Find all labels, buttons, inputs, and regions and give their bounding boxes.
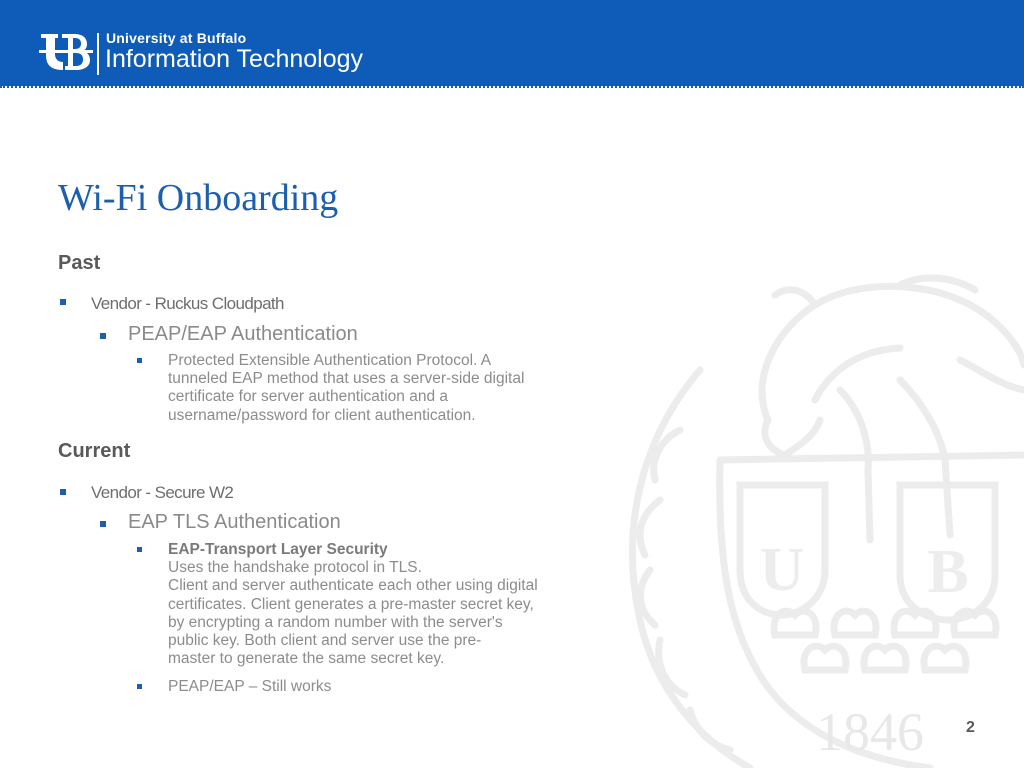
logo-divider (97, 33, 99, 75)
past-description-line: username/password for client authentication. (168, 406, 476, 424)
current-detail-line: Uses the handshake protocol in TLS. (168, 559, 422, 577)
seal-letter-u: U (759, 536, 805, 604)
university-name: University at Buffalo (106, 30, 247, 46)
seal-letter-b: B (927, 538, 969, 606)
current-detail-line: master to generate the same secret key. (168, 650, 445, 668)
bullet-icon (137, 358, 142, 363)
past-description-line: certificate for server authentication and a (168, 388, 449, 406)
current-detail-line: certificates. Client generates a pre-master secret key, (168, 595, 534, 613)
bullet-icon (100, 333, 106, 339)
current-detail-line: public key. Both client and server use the pre- (168, 632, 482, 650)
past-description-line: tunneled EAP method that uses a server-side digital (168, 370, 525, 388)
current-detail (168, 541, 538, 668)
current-detail-line: by encrypting a random number with the server's (168, 613, 503, 631)
bullet-icon (137, 684, 142, 689)
page-number: 2 (966, 719, 975, 736)
current-vendor: Vendor - Secure W2 (91, 483, 234, 502)
seal-year: 1846 (816, 702, 924, 762)
bullet-icon (60, 299, 66, 305)
section-heading-past: Past (58, 252, 101, 274)
section-heading-current: Current (58, 440, 131, 462)
header-divider (0, 86, 1024, 88)
past-description (168, 352, 524, 425)
ub-logo-icon (38, 30, 94, 74)
past-vendor: Vendor - Ruckus Cloudpath (91, 294, 284, 313)
current-method: EAP TLS Authentication (128, 511, 341, 533)
current-detail-title: EAP-Transport Layer Security (168, 541, 388, 558)
bullet-icon (60, 489, 66, 495)
slide-title: Wi-Fi Onboarding (58, 177, 339, 219)
current-note: PEAP/EAP – Still works (168, 678, 332, 695)
bullet-icon (137, 547, 142, 552)
university-seal-icon (600, 270, 1024, 768)
department-name: Information Technology (105, 45, 364, 73)
past-description-line: Protected Extensible Authentication Protocol. A (168, 352, 492, 369)
past-method: PEAP/EAP Authentication (128, 323, 358, 345)
bullet-icon (100, 521, 106, 527)
current-detail-line: Client and server authenticate each other using digital (168, 577, 538, 595)
